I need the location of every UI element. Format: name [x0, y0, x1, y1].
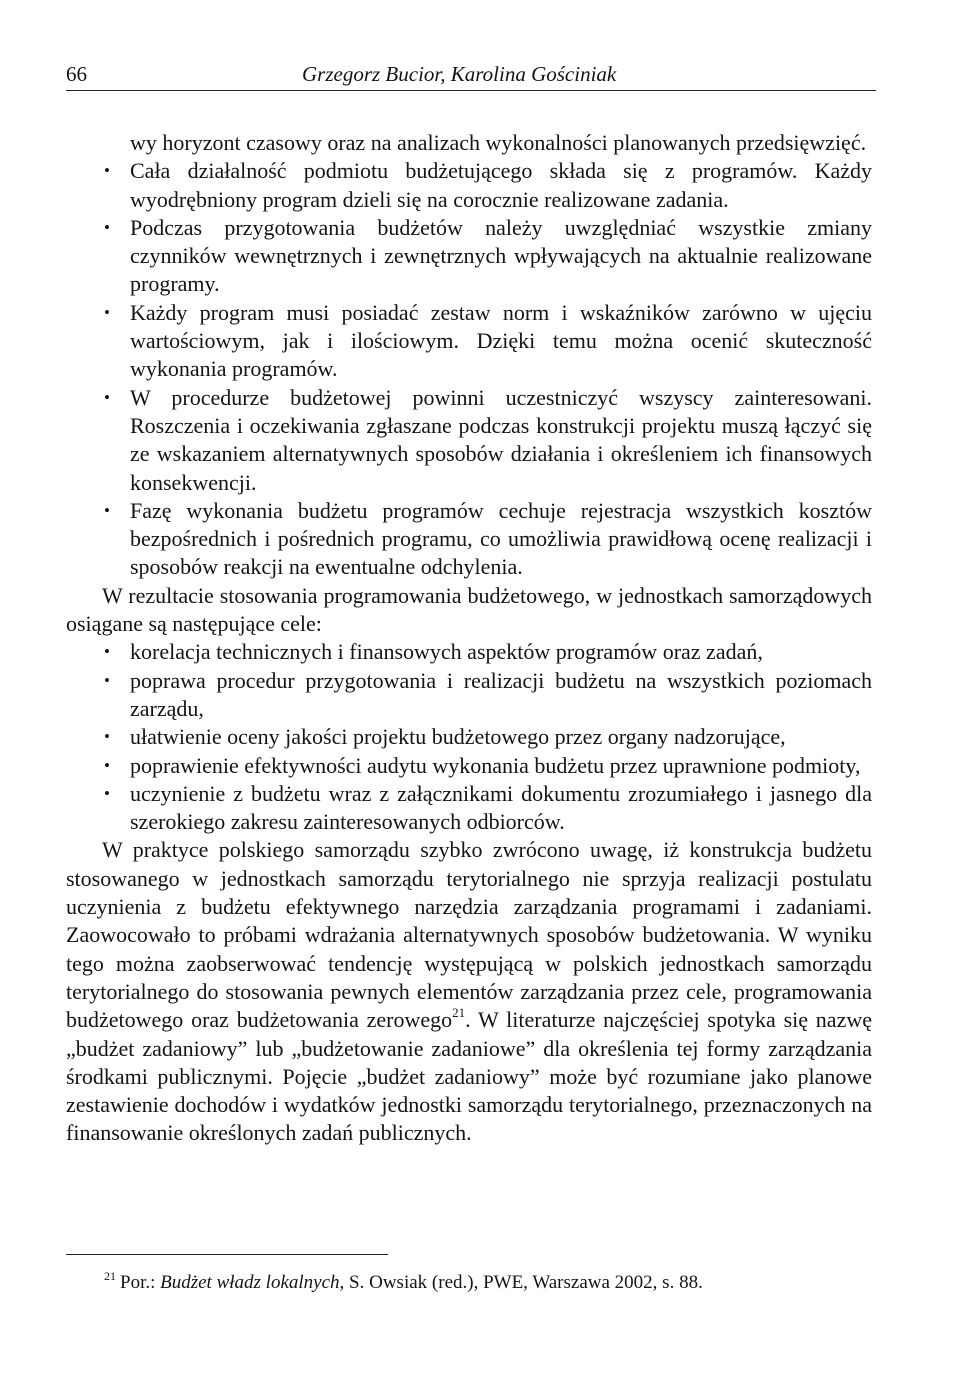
bullet-list-principles: [66, 129, 872, 582]
paragraph-practice-part1: W praktyce polskiego samorządu szybko zwrócono uwagę, iż konstrukcja budżetu stosowanego w jednostkach samorządu terytorialnego nie sprzyja realizacji postulatu uczynienia z budżetu efektywnego narzędzia zarządzania programami i zadaniami. Zaowocowało to próbami wdrażania alternatywnych sposobów budżetowania. W wyniku tego można zaobserwować tendencję występującą w polskich jednostkach samorządu terytorialnego do stosowania pewnych elementów zarządzania przez cele, programowania budżetowego oraz budżetowania zerowego: [66, 837, 872, 1033]
list-item: • Każdy program musi posiadać zestaw norm i wskaźników zarówno w ujęciu wartościowym, jak i ilościowym. Dzięki temu można ocenić skuteczność wykonania programów.: [130, 299, 872, 384]
running-head: Grzegorz Bucior, Karolina Gościniak: [302, 62, 617, 86]
footnote-divider: [66, 1254, 388, 1255]
paragraph-practice-part2: . W literaturze najczęściej spotyka się nazwę „budżet zadaniowy” lub „budżetowanie zadaniowe” dla określenia tej formy zarządzania środkami publicznymi. Pojęcie „budżet zadaniowy” może być rozumiane jako planowe zestawienie dochodów i wydatków jednostki samorządu terytorialnego, przeznaczonych na finansowanie określonych zadań publicznych.: [66, 1007, 872, 1146]
list-item: • uczynienie z budżetu wraz z załącznikami dokumentu zrozumiałego i jasnego dla szerokiego zakresu zainteresowanych odbiorców.: [130, 780, 872, 837]
paragraph-practice: [66, 836, 872, 1147]
bullet-list-goals: [66, 638, 872, 836]
body-text: [66, 129, 872, 1148]
footnote-number: 21: [104, 1269, 116, 1283]
footnote-prefix: Por.:: [120, 1272, 161, 1293]
list-item: • korelacja technicznych i finansowych aspektów programów oraz zadań,: [130, 638, 872, 666]
footnote-title: Budżet władz lokalnych: [160, 1272, 340, 1293]
footnote-reference[interactable]: 21: [452, 1005, 466, 1021]
paragraph-results-intro: W rezultacie stosowania programowania budżetowego, w jednostkach samorządowych osiągane są następujące cele:: [66, 582, 872, 637]
page-number: 66: [66, 62, 87, 86]
footnote-citation: , S. Owsiak (red.), PWE, Warszawa 2002, s. 88.: [339, 1272, 703, 1293]
list-item: • W procedurze budżetowej powinni uczestniczyć wszyscy zainteresowani. Roszczenia i oczekiwania zgłaszane podczas konstrukcji projektu muszą łączyć się ze wskazaniem alternatywnych sposobów działania i określeniem ich finansowych konsekwencji.: [130, 384, 872, 497]
list-item: • poprawienie efektywności audytu wykonania budżetu przez uprawnione podmioty,: [130, 752, 872, 780]
list-item: • poprawa procedur przygotowania i realizacji budżetu na wszystkich poziomach zarządu,: [130, 667, 872, 724]
list-item: wy horyzont czasowy oraz na analizach wykonalności planowanych przedsięwzięć.: [130, 130, 867, 155]
footnote: [104, 1271, 703, 1295]
list-item: • Podczas przygotowania budżetów należy uwzględniać wszystkie zmiany czynników wewnętrznych i zewnętrznych wpływających na aktualnie realizowane programy.: [130, 214, 872, 299]
list-item: • ułatwienie oceny jakości projektu budżetowego przez organy nadzorujące,: [130, 723, 872, 751]
page-header: [66, 60, 876, 91]
list-item: • Fazę wykonania budżetu programów cechuje rejestracja wszystkich kosztów bezpośrednich i pośrednich programu, co umożliwia prawidłową ocenę realizacji i sposobów reakcji na ewentualne odchylenia.: [130, 497, 872, 582]
list-item: • Cała działalność podmiotu budżetującego składa się z programów. Każdy wyodrębniony program dzieli się na corocznie realizowane zadania.: [130, 157, 872, 214]
